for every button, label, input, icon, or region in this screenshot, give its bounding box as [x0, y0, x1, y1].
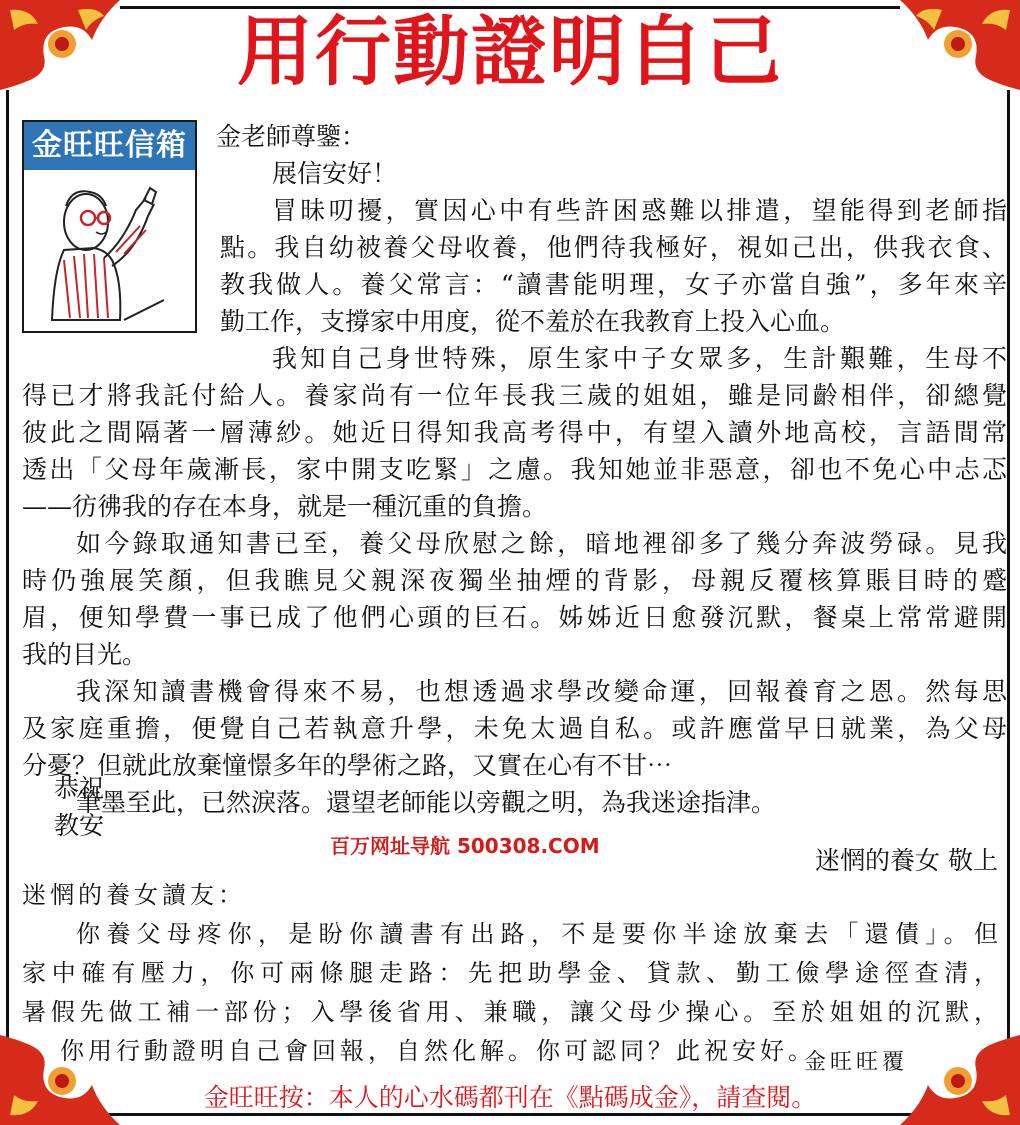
letter-line: ——彷彿我的存在本身，就是一種沉重的負擔。 [22, 492, 548, 521]
watermark-text: 百万网址导航 500308.COM [330, 834, 600, 858]
letter-closing [54, 770, 104, 844]
reply-line: 暑假先做工補一部份；入學後省用、兼職，讓父母少操心。至於姐姐的沉默， [22, 998, 1002, 1026]
letter-line: 得已才將我託付給人。養家尚有一位年長我三歲的姐姐，雖是同齡相伴，卻總覺 [22, 381, 1007, 410]
letter-line: 彼此之間隔著一層薄紗。她近日得知我高考得中，有望入讀外地高校，言語間常 [22, 418, 1007, 447]
footer-note: 金旺旺按：本人的心水碼都刊在《點碼成金》，請查閱。 [203, 1083, 817, 1112]
letter-line: 筆墨至此，已然淚落。還望老師能以旁觀之明，為我迷途指津。 [76, 788, 777, 817]
letter-greeting: 展信安好！ [272, 159, 398, 188]
letter-line: 我深知讀書機會得來不易，也想透過求學改變命運，回報養育之恩。然每思 [76, 677, 1007, 706]
reply-salutation: 迷惘的養女讀友： [22, 881, 246, 909]
reply-body [22, 876, 1002, 1071]
letter-line: 我的目光。 [22, 640, 148, 669]
reply-line: 你用行動證明自己會回報，自然化解。你可認同？此祝安好。 [60, 1037, 816, 1065]
letter-closing-wish: 恭祝 [54, 774, 105, 803]
letter-line: 教我做人。養父常言：“讀書能明理，女子亦當自強”，多年來辛 [220, 270, 1007, 299]
letter-line: 點。我自幼被養父母收養，他們待我極好，視如己出，供我衣食、 [220, 233, 1007, 262]
reply-line: 你養父母疼你，是盼你讀書有出路，不是要你半途放棄去「還債」。但 [76, 920, 1002, 948]
letter-line: 我知自己身世特殊，原生家中子女眾多，生計艱難，生母不 [272, 344, 1007, 373]
letter-line: 眉，便知學費一事已成了他們心頭的巨石。姊姊近日愈發沉默，餐桌上常常避開 [22, 603, 1007, 632]
reply-line: 家中確有壓力，你可兩條腿走路：先把助學金、貸款、勤工儉學途徑查清， [22, 959, 1002, 987]
letter-line: 及家庭重擔，便覺自己若執意升學，未免太過自私。或許應當早日就業，為父母 [22, 714, 1007, 743]
letter-line: 冒昧叨擾，實因心中有些許困惑難以排遣，望能得到老師指 [272, 196, 1007, 225]
column-logo-banner: 金旺旺信箱 [24, 122, 195, 170]
letter-line: 如今錄取通知書已至，養父母欣慰之餘，暗地裡卻多了幾分奔波勞碌。見我 [76, 529, 1007, 558]
letter-salutation: 金老師尊鑒： [216, 122, 367, 151]
letter-line: 分憂？但就此放棄憧憬多年的學術之路，又實在心有不甘⋯ [22, 751, 673, 780]
letter-line: 時仍強展笑顏，但我瞧見父親深夜獨坐抽煙的背影，母親反覆核算賬目時的蹙 [22, 566, 1007, 595]
letter-line: 透出「父母年歲漸長，家中開支吃緊」之慮。我知她並非惡意，卻也不免心中忐忑 [22, 455, 1007, 484]
letter-closing-respect: 教安 [54, 811, 105, 840]
letter-signature: 迷惘的養女 敬上 [815, 846, 998, 875]
reply-signature: 金旺旺覆 [803, 1050, 908, 1075]
page-title: 用行動證明自己 [237, 7, 783, 96]
letter-line: 勤工作，支撐家中用度，從不羞於在我教育上投入心血。 [220, 307, 846, 336]
letter-body [22, 118, 1007, 821]
